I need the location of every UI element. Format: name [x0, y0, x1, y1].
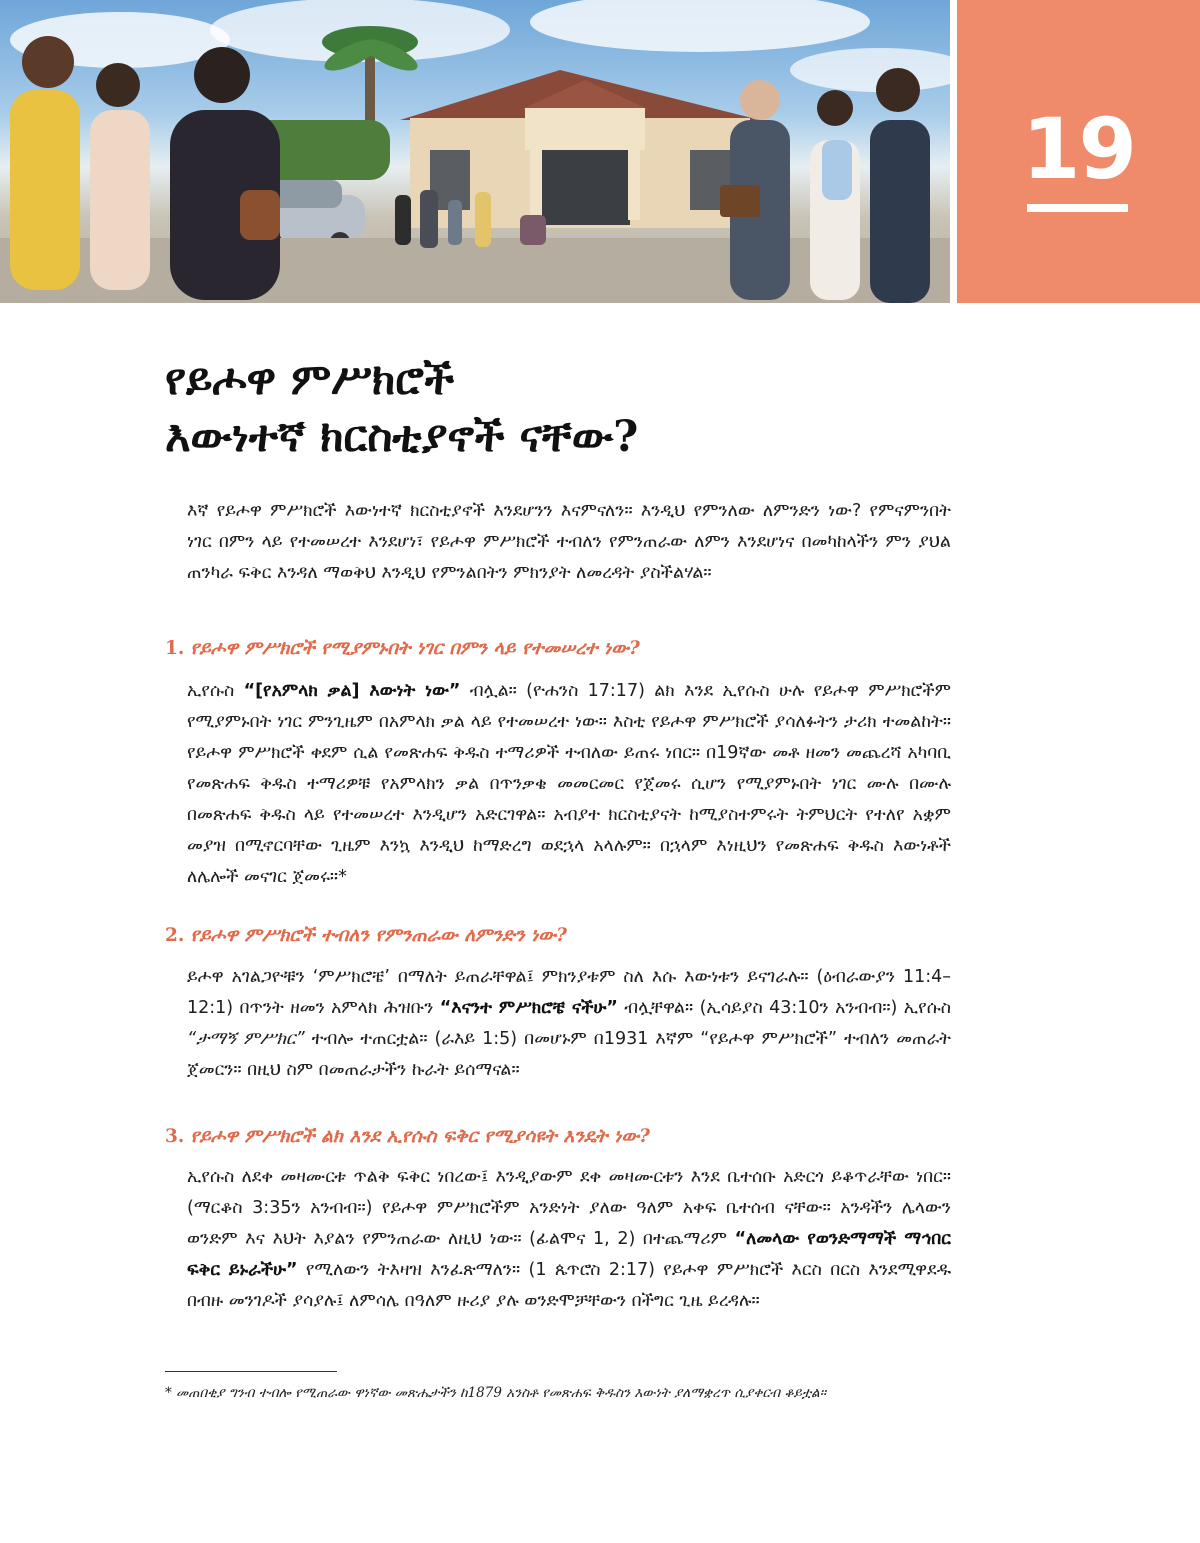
- question-2-heading: [165, 925, 965, 946]
- answer-3-quote: “ለመላው የወንድማማች ማኅበር ፍቅር ይኑራችሁ”: [187, 1229, 951, 1280]
- intro-paragraph: እኛ የይሖዋ ምሥክሮች እውነተኛ ክርስቲያኖች እንደሆንን እናምናለን። እንዲህ የምንለው ለምንድን ነው? የምናምንበት ነገር በምን ላይ የተመሠረተ እንደሆነ፣ የይሖዋ ምሥክሮች ተብለን የምንጠራው ለምን እንደሆነና በመካከላችን ምን ያህል ጠንካራ ፍቅር እንዳለ ማወቅህ እንዲህ የምንልበትን ምክንያት ለመረዳት ያስችልሃል።: [187, 501, 951, 583]
- question-3-text: የይሖዋ ምሥክሮች ልክ እንደ ኢየሱስ ፍቅር የሚያሳዩት እንዴት ነው?: [190, 1126, 650, 1147]
- answer-3-text-b: የሚለውን ትእዛዝ እንፈጽማለን። (1 ጴጥሮስ 2:17) የይሖዋ ምሥክሮች እርስ በርስ እንደሚዋደዱ በብዙ መንገዶች ያሳያሉ፤ ለምሳሌ በዓለም ዙሪያ ያሉ ወንድሞቻቸውን በችግር ጊዜ ይረዳሉ።: [187, 1260, 951, 1311]
- question-2-text: የይሖዋ ምሥክሮች ተብለን የምንጠራው ለምንድን ነው?: [190, 925, 567, 946]
- question-3-number: 3.: [165, 1126, 185, 1147]
- question-1-heading: [165, 638, 965, 659]
- answer-1-quote: “[የአምላክ ቃል] እውነት ነው”: [243, 681, 461, 701]
- header-photo-illustration: [0, 0, 950, 303]
- answer-3-paragraph: [187, 1162, 951, 1317]
- page-title: [165, 352, 1065, 466]
- footnote-divider: [165, 1371, 337, 1372]
- answer-2-text-c: ተብሎ ተጠርቷል። (ራእይ 1:5) በመሆኑም በ1931 እኛም “የይሖዋ ምሥክሮች” ተብለን መጠራት ጀመርን። በዚህ ስም በመጠራታችን ኩራት ይሰማናል።: [187, 1029, 951, 1080]
- answer-2-paragraph: [187, 962, 951, 1086]
- answer-2-text-a: ይሖዋ አገልጋዮቹን ‘ምሥክሮቼ’ በማለት ይጠራቸዋል፤ ምክንያቱም ስለ እሱ እውነቱን ይናገራሉ። (ዕብራውያን 11:4–12:1) በጥንት ዘመን አምላክ ሕዝቡን: [187, 967, 951, 1018]
- lesson-number: 19: [1022, 100, 1135, 198]
- lesson-number-underline: [1027, 204, 1128, 212]
- question-1-text: የይሖዋ ምሥክሮች የሚያምኑበት ነገር በምን ላይ የተመሠረተ ነው?: [190, 638, 640, 659]
- answer-2-emphasis: “ታማኝ ምሥክር”: [187, 1029, 305, 1049]
- question-1-number: 1.: [165, 638, 185, 659]
- page-title-line-1: የይሖዋ ምሥክሮች: [165, 355, 455, 405]
- answer-1-text-a: ኢየሱስ: [187, 681, 244, 701]
- answer-2-text-b: ብሏቸዋል። (ኢሳይያስ 43:10ን አንብብ።) ኢየሱስ: [617, 998, 952, 1018]
- page-title-line-2: እውነተኛ ክርስቲያኖች ናቸው?: [165, 412, 639, 462]
- question-3-heading: [165, 1126, 965, 1147]
- header-photo: [0, 0, 950, 303]
- answer-2-quote: “እናንተ ምሥክሮቼ ናችሁ”: [439, 998, 618, 1018]
- question-2-number: 2.: [165, 925, 185, 946]
- answer-1-paragraph: [187, 676, 951, 893]
- footnote: * መጠበቂያ ግንብ ተብሎ የሚጠራው ዋነኛው መጽሔታችን ከ1879 አንስቶ የመጽሐፍ ቅዱስን እውነት ያለማቋረጥ ሲያቀርብ ቆይቷል።: [165, 1385, 827, 1401]
- answer-3-text-a: ኢየሱስ ለደቀ መዛሙርቱ ጥልቅ ፍቅር ነበረው፤ እንዲያውም ደቀ መዛሙርቱን እንደ ቤተሰቡ አድርጎ ይቆጥራቸው ነበር። (ማርቆስ 3:35ን አንብብ።) የይሖዋ ምሥክሮችም አንድነት ያለው ዓለም አቀፍ ቤተሰብ ናቸው። አንዳችን ሌላውን ወንድም እና እህት እያልን የምንጠራው ለዚህ ነው። (ፊልሞና 1, 2) በተጨማሪም: [187, 1167, 951, 1249]
- answer-1-text-b: ብሏል። (ዮሐንስ 17:17) ልክ እንደ ኢየሱስ ሁሉ የይሖዋ ምሥክሮችም የሚያምኑበት ነገር ምንጊዜም በአምላክ ቃል ላይ የተመሠረተ ነው። እስቲ የይሖዋ ምሥክሮች ያሳለፉትን ታሪክ ተመልከት። የይሖዋ ምሥክሮች ቀደም ሲል የመጽሐፍ ቅዱስ ተማሪዎች ተብለው ይጠሩ ነበር። በ19ኛው መቶ ዘመን መጨረሻ አካባቢ የመጽሐፍ ቅዱስ ተማሪዎቹ የአምላክን ቃል በጥንቃቄ መመርመር የጀመሩ ሲሆን የሚያምኑበት ነገር ሙሉ በሙሉ በመጽሐፍ ቅዱስ ላይ የተመሠረተ እንዲሆን አድርገዋል። አብያተ ክርስቲያናት ከሚያስተምሩት ትምህርት የተለየ አቋም መያዝ በሚኖርባቸው ጊዜም እንኳ እንዲህ ከማድረግ ወደኋላ አላሉም። በኋላም እነዚህን የመጽሐፍ ቅዱስ እውነቶች ለሌሎች መናገር ጀመሩ።*: [187, 681, 951, 887]
- lesson-number-tab: [957, 0, 1200, 303]
